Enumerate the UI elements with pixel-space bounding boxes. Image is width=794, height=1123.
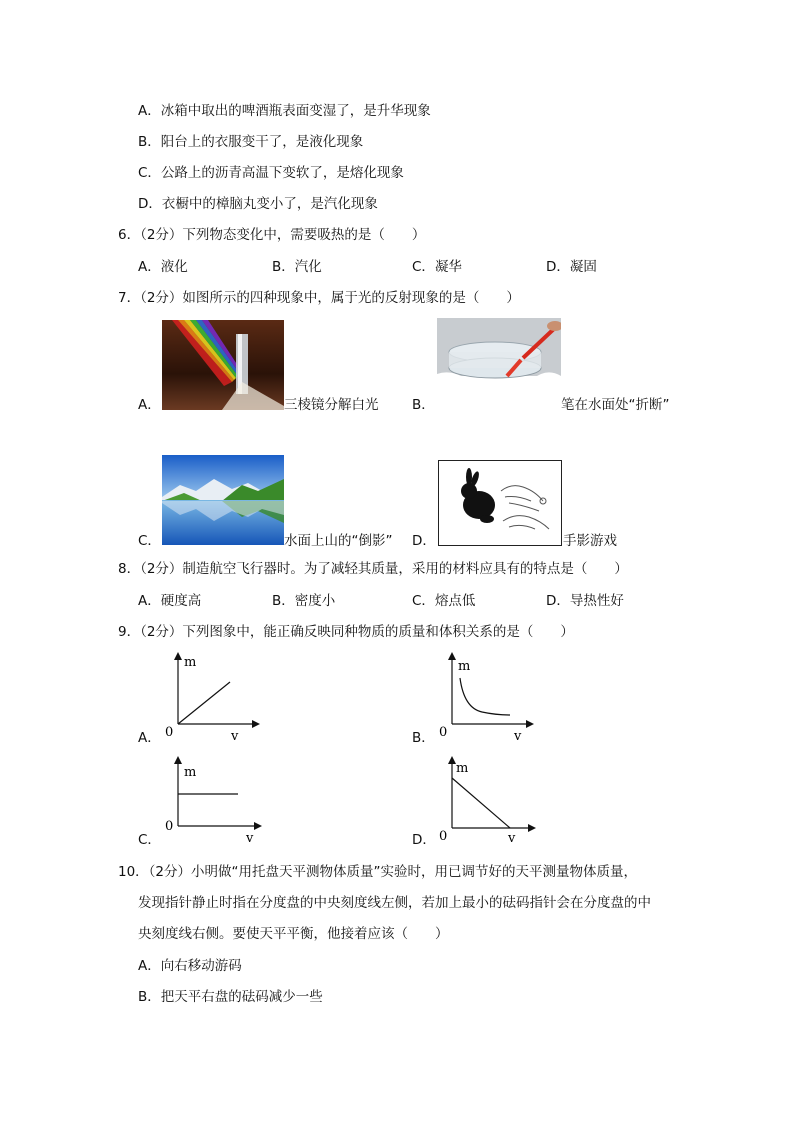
origin-label: 0 [165, 819, 174, 834]
q10-stem-line-1: 10．（2分）小明做“用托盘天平测物体质量”实验时，用已调节好的天平测量物体质量， [118, 864, 638, 880]
option-text: 冰箱中取出的啤酒瓶表面变湿了，是升华现象 [160, 103, 431, 119]
axis-label-v: v [514, 729, 522, 744]
option-text: 衣橱中的樟脑丸变小了，是汽化现象 [161, 196, 378, 212]
origin-label: 0 [439, 725, 448, 740]
q7-option-a-text: 三棱镜分解白光 [284, 397, 379, 413]
q5-option-a [138, 102, 431, 120]
q6-option-d [546, 258, 597, 276]
option-text: 凝固 [569, 259, 597, 275]
axis-label-m: m [456, 761, 469, 776]
graph-proportional-line [160, 652, 260, 744]
option-text: 凝华 [434, 259, 462, 275]
q7-stem: 7．（2分）如图所示的四种现象中，属于光的反射现象的是（ ） [118, 290, 520, 306]
q7-option-c-text: 水面上山的“倒影” [284, 533, 393, 549]
option-letter: B． [272, 593, 295, 609]
q7-option-d-letter: D． [412, 533, 436, 549]
option-text: 公路上的沥青高温下变软了，是熔化现象 [160, 165, 404, 181]
option-letter: C． [138, 165, 161, 181]
pen-in-water-photo [437, 318, 561, 408]
option-letter: B． [138, 134, 161, 150]
option-letter: A． [138, 958, 161, 974]
q6-option-b [272, 258, 322, 276]
origin-label: 0 [439, 829, 448, 844]
graph-inverse-curve [434, 652, 534, 744]
q7-option-b-text: 笔在水面处“折断” [561, 397, 670, 413]
option-text: 液化 [160, 259, 188, 275]
q9-option-a-letter: A． [138, 730, 161, 746]
hand-shadow-rabbit-drawing [438, 460, 562, 546]
q6-option-a [138, 258, 188, 276]
q9-option-b-letter: B． [412, 730, 435, 746]
q8-option-a [138, 592, 201, 610]
option-text: 导热性好 [569, 593, 624, 609]
q7-option-d-text: 手影游戏 [563, 533, 617, 549]
graph-horizontal-line [160, 756, 262, 846]
q9-stem: 9．（2分）下列图象中，能正确反映同种物质的质量和体积关系的是（ ） [118, 624, 574, 640]
q6-option-c [412, 258, 462, 276]
option-text: 向右移动游码 [160, 958, 242, 974]
graph-decreasing-line [434, 756, 536, 846]
origin-label: 0 [165, 725, 174, 740]
q8-option-b [272, 592, 335, 610]
option-letter: B． [138, 989, 161, 1005]
axis-label-m: m [184, 655, 197, 670]
option-letter: D． [138, 196, 162, 212]
option-letter: C． [412, 593, 435, 609]
q7-option-a-letter: A． [138, 397, 161, 413]
axis-label-m: m [458, 659, 471, 674]
option-letter: A． [138, 593, 161, 609]
axis-label-v: v [246, 831, 254, 846]
axis-label-m: m [184, 765, 197, 780]
q7-option-b-letter: B． [412, 397, 435, 413]
q5-option-d [138, 195, 378, 213]
option-text: 硬度高 [160, 593, 202, 609]
option-letter: A． [138, 259, 161, 275]
q6-stem: 6．（2分）下列物态变化中，需要吸热的是（ ） [118, 227, 426, 243]
q5-option-c [138, 164, 404, 182]
option-letter: D． [546, 593, 570, 609]
mountain-reflection-photo [162, 455, 284, 545]
option-text: 密度小 [294, 593, 336, 609]
q8-stem: 8．（2分）制造航空飞行器时。为了减轻其质量，采用的材料应具有的特点是（ ） [118, 561, 628, 577]
option-letter: C． [412, 259, 435, 275]
q7-option-c-letter: C． [138, 533, 161, 549]
option-letter: B． [272, 259, 295, 275]
option-text: 汽化 [294, 259, 322, 275]
q9-option-d-letter: D． [412, 832, 436, 848]
q10-stem-line-3: 央刻度线右侧。要使天平平衡，他接着应该（ ） [138, 926, 449, 942]
axis-label-v: v [231, 729, 239, 744]
option-text: 把天平右盘的砝码减少一些 [160, 989, 323, 1005]
option-letter: A． [138, 103, 161, 119]
q9-option-c-letter: C． [138, 832, 161, 848]
q5-option-b [138, 133, 363, 151]
axis-label-v: v [508, 831, 516, 846]
option-text: 阳台上的衣服变干了，是液化现象 [160, 134, 364, 150]
option-letter: D． [546, 259, 570, 275]
prism-spectrum-photo [162, 320, 284, 410]
q10-stem-line-2: 发现指针静止时指在分度盘的中央刻度线左侧，若加上最小的砝码指针会在分度盘的中 [138, 895, 651, 911]
option-text: 熔点低 [434, 593, 476, 609]
q8-option-d [546, 592, 624, 610]
q8-option-c [412, 592, 475, 610]
q10-option-a [138, 957, 242, 975]
q10-option-b [138, 988, 323, 1006]
